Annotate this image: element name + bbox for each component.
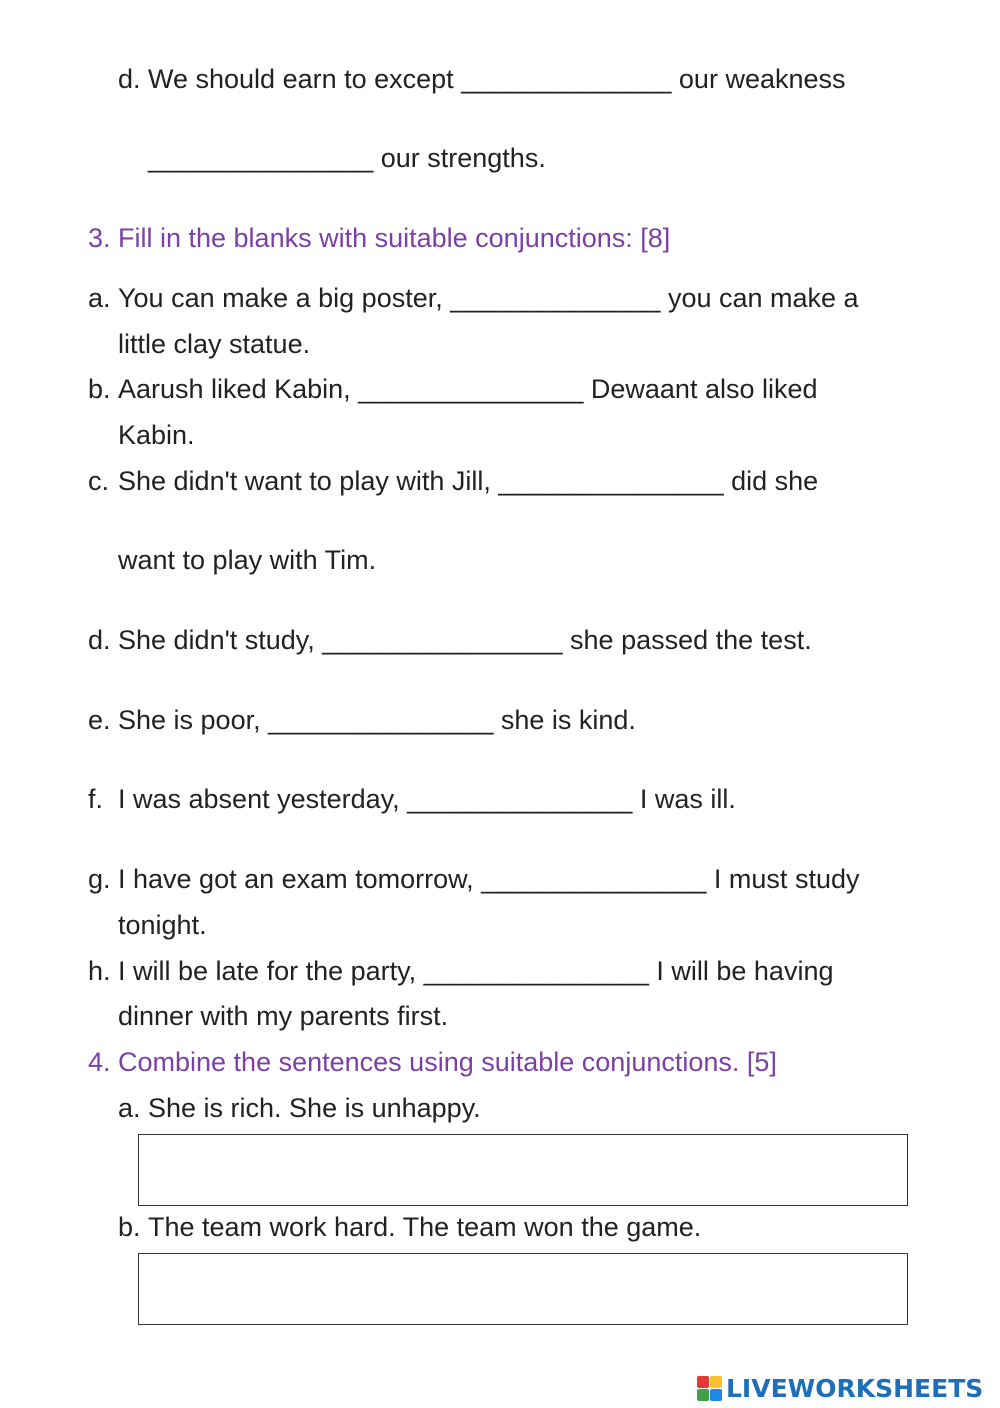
q4-item-label: b. xyxy=(118,1212,141,1242)
q3-item-label: b. xyxy=(88,374,111,404)
q4-item-a xyxy=(118,1091,481,1125)
q2d-line2: _______________ our strengths. xyxy=(148,143,546,173)
q3-item-label: a. xyxy=(88,283,111,313)
q4-answer-box-a[interactable] xyxy=(138,1134,908,1206)
q3-heading-text: Fill in the blanks with suitable conjunctions: [8] xyxy=(118,223,671,253)
q3-item-b-cont: Kabin. xyxy=(118,420,195,450)
logo-mark-icon xyxy=(697,1376,722,1401)
q3-item-h-cont: dinner with my parents first. xyxy=(118,1001,449,1031)
logo-square-green xyxy=(697,1389,709,1401)
q4-item-label: a. xyxy=(118,1093,141,1123)
q4-item-text: The team work hard. The team won the game. xyxy=(148,1212,702,1242)
q2d-line1 xyxy=(118,62,846,96)
logo-square-red xyxy=(697,1376,709,1388)
q3-item-b xyxy=(88,372,818,406)
q3-item-label: d. xyxy=(88,625,111,655)
q3-item-text: I was absent yesterday, _______________ I was ill. xyxy=(118,784,736,814)
q3-item-g-cont: tonight. xyxy=(118,910,207,940)
q3-item-label: h. xyxy=(88,956,111,986)
q3-heading xyxy=(88,221,670,255)
q3-item-h xyxy=(88,954,833,988)
q3-item-f xyxy=(88,782,736,816)
q3-item-label: e. xyxy=(88,705,111,735)
logo-square-yellow xyxy=(710,1376,722,1388)
q3-item-text: She is poor, _______________ she is kind. xyxy=(118,705,636,735)
q4-item-text: She is rich. She is unhappy. xyxy=(148,1093,481,1123)
q3-item-text: You can make a big poster, ______________ you can make a xyxy=(118,283,859,313)
q3-item-d xyxy=(88,623,812,657)
q3-item-text: She didn't study, ________________ she passed the test. xyxy=(118,625,812,655)
q2d-label: d. xyxy=(118,64,141,94)
q4-heading xyxy=(88,1045,777,1079)
q3-item-e xyxy=(88,703,636,737)
q4-heading-text: Combine the sentences using suitable conjunctions. [5] xyxy=(118,1047,777,1077)
q3-item-text: She didn't want to play with Jill, _______________ did she xyxy=(118,466,819,496)
logo-text: LIVEWORKSHEETS xyxy=(726,1373,984,1403)
q3-item-text: I have got an exam tomorrow, _______________ I must study xyxy=(118,864,860,894)
q3-item-text: I will be late for the party, _______________ I will be having xyxy=(118,956,834,986)
q3-item-label: f. xyxy=(88,784,104,814)
q4-answer-box-b[interactable] xyxy=(138,1253,908,1325)
q3-item-a xyxy=(88,281,859,315)
liveworksheets-logo xyxy=(697,1372,983,1404)
q3-item-a-cont: little clay statue. xyxy=(118,329,311,359)
q3-item-c xyxy=(88,464,818,498)
q3-item-text: Aarush liked Kabin, _______________ Dewaant also liked xyxy=(118,374,818,404)
logo-square-blue xyxy=(710,1389,722,1401)
q4-item-b xyxy=(118,1210,701,1244)
q3-item-label: c. xyxy=(88,466,110,496)
q3-item-label: g. xyxy=(88,864,111,894)
q3-item-c-cont: want to play with Tim. xyxy=(118,545,377,575)
q2d-text: We should earn to except ______________ our weakness xyxy=(148,64,846,94)
q4-heading-number: 4. xyxy=(88,1047,111,1077)
q3-heading-number: 3. xyxy=(88,223,111,253)
q3-item-g xyxy=(88,862,859,896)
